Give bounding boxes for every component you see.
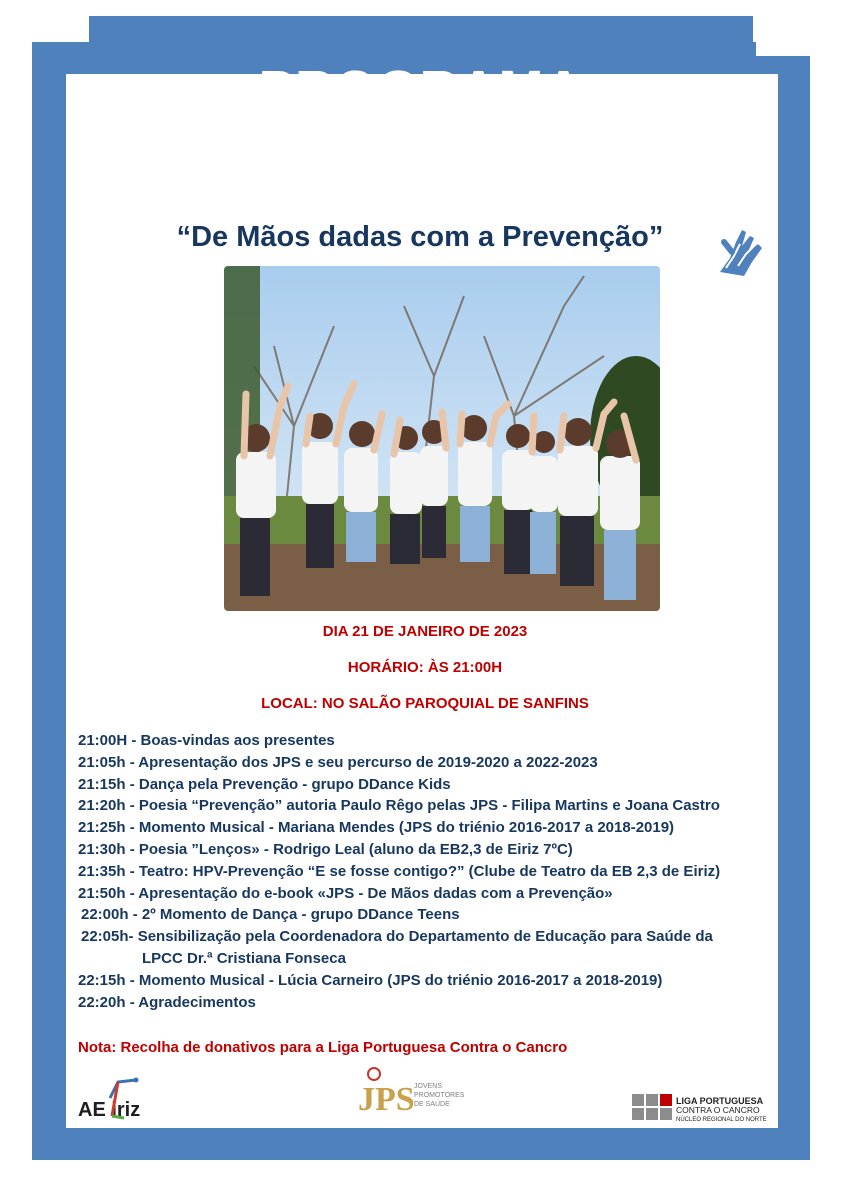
- program-item: 21:25h - Momento Musical - Mariana Mendes (JPS do triénio 2016-2017 a 2018-2019): [78, 819, 675, 837]
- program-item: 21:00H - Boas-vindas aos presentes: [78, 732, 335, 749]
- program-item: 21:15h - Dança pela Prevenção - grupo DDance Kids: [78, 775, 451, 793]
- event-time: HORÁRIO: ÀS 21:00H: [347, 659, 503, 676]
- program-item: 21:05h - Apresentação dos JPS e seu percurso de 2019-2020 a 2022-2023: [78, 753, 598, 771]
- lpcc-logo-line1: LIGA PORTUGUESA: [676, 1096, 764, 1106]
- lpcc-logo-line3: NÚCLEO REGIONAL DO NORTE: [676, 1117, 767, 1123]
- jps-logo-line2: PROMOTORES: [414, 1092, 465, 1099]
- lpcc-logo-line2: CONTRA O CANCRO: [676, 1105, 760, 1115]
- holding-hands-icon: [714, 222, 770, 282]
- donation-note: Nota: Recolha de donativos para a Liga Portuguesa Contra o Cancro: [78, 1039, 568, 1056]
- program-item: 22:00h - 2º Momento de Dança - grupo DDance Teens: [81, 906, 460, 924]
- ae-eiriz-logo-text: AE iriz: [78, 1099, 141, 1121]
- event-date: DIA 21 DE JANEIRO DE 2023: [322, 623, 528, 640]
- jps-logo-line3: DE SAÚDE: [414, 1101, 450, 1108]
- program-item: 22:15h - Momento Musical - Lúcia Carneiro (JPS do triénio 2016-2017 a 2018-2019): [78, 971, 663, 989]
- program-item-continuation: LPCC Dr.ª Cristiana Fonseca: [142, 949, 346, 967]
- program-item: 21:35h - Teatro: HPV-Prevenção “E se fosse contigo?” (Clube de Teatro da EB 2,3 de Eiriz): [78, 862, 721, 880]
- lpcc-logo: [632, 1090, 782, 1126]
- frame-notch: [756, 16, 810, 56]
- program-item: 21:50h - Apresentação do e-book «JPS - De Mãos dadas com a Prevenção»: [78, 884, 613, 902]
- program-list: [78, 730, 778, 1013]
- group-photo: [224, 266, 660, 611]
- poster-subtitle: “De Mãos dadas com a Prevenção”: [176, 221, 664, 253]
- event-location: LOCAL: NO SALÃO PAROQUIAL DE SANFINS: [261, 695, 589, 712]
- program-item: 21:20h - Poesia “Prevenção” autoria Paulo Rêgo pelas JPS - Filipa Martins e Joana Castro: [78, 797, 720, 815]
- program-item: 22:05h- Sensibilização pela Coordenadora do Departamento de Educação para Saúde da: [81, 928, 713, 946]
- poster-title: PROGRAMA: [258, 60, 584, 120]
- poster-title-line2: Jovens Promotores de Saúde: [90, 135, 752, 188]
- jps-logo-mark: JPS: [358, 1081, 415, 1118]
- jps-logo: [356, 1066, 472, 1122]
- program-item: 21:30h - Poesia ”Lenços» - Rodrigo Leal (aluno da EB2,3 de Eiriz 7ºC): [78, 840, 573, 858]
- ae-eiriz-logo: [78, 1074, 178, 1122]
- program-item: 22:20h - Agradecimentos: [78, 993, 256, 1011]
- jps-logo-line1: JOVENS: [414, 1083, 443, 1090]
